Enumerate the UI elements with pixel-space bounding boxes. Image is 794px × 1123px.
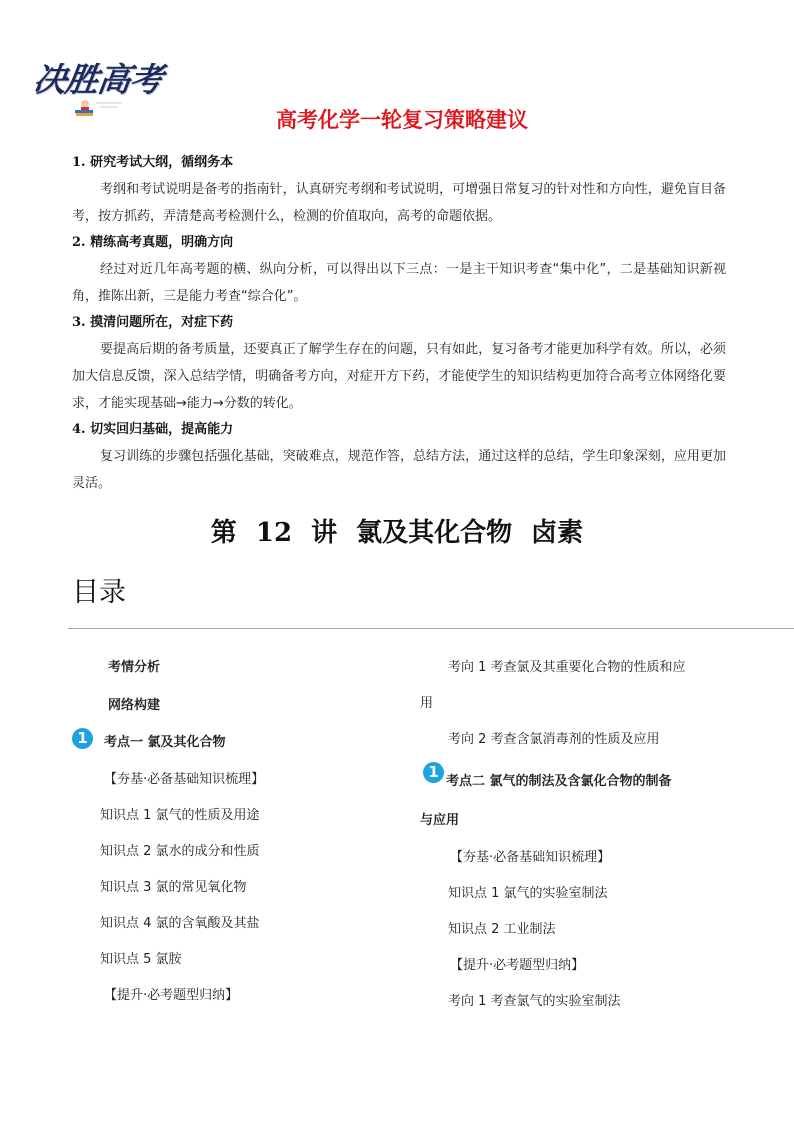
advice-heading: 2. 精练高考真题，明确方向 bbox=[72, 235, 234, 250]
toc-item-point2[interactable]: 考点二 氯气的制法及含氯化合物的制备 bbox=[446, 774, 672, 789]
toc-item-hangji[interactable]: 【夯基·必备基础知识梳理】 bbox=[104, 772, 265, 787]
logo-text: 决胜高考 bbox=[30, 60, 165, 99]
advice-block bbox=[72, 310, 726, 417]
toc-item-kaoqing[interactable]: 考情分析 bbox=[108, 660, 161, 675]
advice-block bbox=[72, 230, 726, 310]
advice-paragraph: 经过对近几年高考题的横、纵向分析，可以得出以下三点：一是主干知识考查“集中化”，二是基础知识新视角，推陈出新，三是能力考查“综合化”。 bbox=[72, 262, 726, 304]
toc-item-kaoxiang[interactable]: 考向 1 考查氯气的实验室制法 bbox=[448, 994, 621, 1009]
toc-item-knowledge[interactable]: 知识点 5 氯胺 bbox=[100, 952, 182, 967]
toc-item-knowledge[interactable]: 知识点 1 氯气的实验室制法 bbox=[448, 886, 608, 901]
toc-item-tisheng[interactable]: 【提升·必考题型归纳】 bbox=[450, 958, 585, 973]
toc-divider bbox=[68, 628, 794, 629]
advice-block bbox=[72, 150, 726, 230]
advice-paragraph: 要提高后期的备考质量，还要真正了解学生存在的问题，只有如此，复习备考才能更加科学有效。所以，必须加大信息反馈，深入总结学情，明确备考方向，对症开方下药，才能使学生的知识结构更加符合高考立体网络化要求，才能实现基础→能力→分数的转化。 bbox=[72, 342, 726, 411]
toc-item-knowledge[interactable]: 知识点 3 氯的常见氧化物 bbox=[100, 880, 247, 895]
section-number-badge: 1 bbox=[423, 762, 444, 783]
lecture-title: 第 12 讲 氯及其化合物 卤素 bbox=[210, 518, 584, 548]
toc-item-knowledge[interactable]: 知识点 2 工业制法 bbox=[448, 922, 556, 937]
advice-section bbox=[72, 150, 726, 497]
toc-item-kaoxiang[interactable]: 考向 1 考查氯及其重要化合物的性质和应 bbox=[448, 660, 686, 675]
advice-paragraph: 复习训练的步骤包括强化基础，突破难点，规范作答，总结方法，通过这样的总结，学生印象深刻，应用更加灵活。 bbox=[72, 449, 726, 491]
advice-heading: 4. 切实回归基础，提高能力 bbox=[72, 422, 234, 437]
toc-item-wangluo[interactable]: 网络构建 bbox=[108, 698, 161, 713]
toc-item-kaoxiang[interactable]: 考向 2 考查含氯消毒剂的性质及应用 bbox=[448, 732, 660, 747]
page-title: 高考化学一轮复习策略建议 bbox=[276, 108, 528, 132]
toc-item-point2-cont: 与应用 bbox=[420, 813, 460, 828]
toc-item-knowledge[interactable]: 知识点 1 氯气的性质及用途 bbox=[100, 808, 260, 823]
toc-item-hangji[interactable]: 【夯基·必备基础知识梳理】 bbox=[450, 850, 611, 865]
advice-block bbox=[72, 417, 726, 497]
toc-item-tisheng[interactable]: 【提升·必考题型归纳】 bbox=[104, 988, 239, 1003]
toc-item-knowledge[interactable]: 知识点 2 氯水的成分和性质 bbox=[100, 844, 260, 859]
advice-heading: 1. 研究考试大纲，循纲务本 bbox=[72, 155, 234, 170]
toc-item-knowledge[interactable]: 知识点 4 氯的含氧酸及其盐 bbox=[100, 916, 260, 931]
toc-item-kaoxiang-cont: 用 bbox=[420, 696, 434, 711]
toc-item-point1[interactable]: 考点一 氯及其化合物 bbox=[104, 735, 226, 750]
section-number-badge: 1 bbox=[72, 728, 93, 749]
toc-title: 目录 bbox=[72, 577, 126, 608]
advice-paragraph: 考纲和考试说明是备考的指南针，认真研究考纲和考试说明，可增强日常复习的针对性和方向性，避免盲目备考，按方抓药，弄清楚高考检测什么，检测的价值取向，高考的命题依据。 bbox=[72, 182, 726, 224]
advice-heading: 3. 摸清问题所在，对症下药 bbox=[72, 315, 234, 330]
